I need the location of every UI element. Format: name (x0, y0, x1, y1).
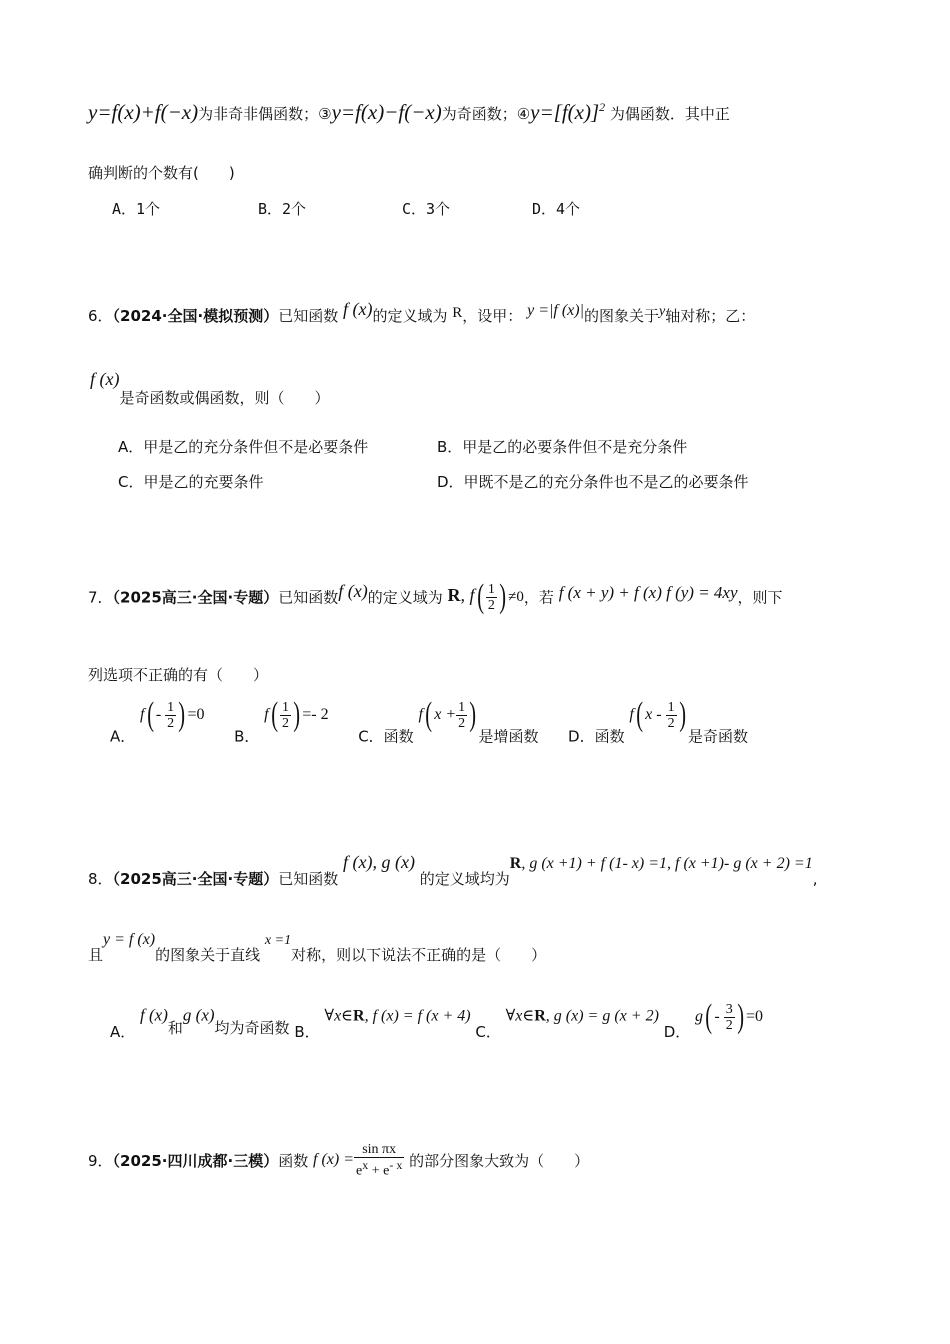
q8-option-a-fx[interactable]: f (x) (140, 1005, 168, 1025)
q7-option-d-formula[interactable]: f( x - $\frac{1}{2}$ ) (629, 696, 686, 733)
q7-option-b-label[interactable]: B． (234, 727, 260, 746)
q6-option-a[interactable]: A．甲是乙的充分条件但不是必要条件 (118, 438, 369, 456)
q7-option-a-label[interactable]: A． (110, 727, 136, 746)
q5-formula-2: y=f(x)+f(−x) (88, 100, 199, 124)
q5-formula-3: y=f(x)−f(−x) (331, 100, 442, 124)
q6-text-a: 已知函数 (278, 307, 339, 325)
q7-number: 7． (88, 588, 113, 607)
q7-text-b: 的定义域为 (367, 588, 443, 607)
q6-fx: f (x) (343, 299, 373, 319)
q5-option-c[interactable]: C．3个 (402, 200, 451, 218)
q5-line2: 确判断的个数有( ) (88, 164, 235, 182)
q7-source: （2025高三·全国·专题） (112, 588, 279, 607)
q8-fg: f (x), g (x) (343, 852, 415, 872)
q8-text-a: 已知函数 (278, 870, 339, 888)
q8-conditions: R, g (x +1) + f (1- x) =1, f (x +1)- g (x + 2) =1 (509, 855, 813, 872)
q6-option-b[interactable]: B．甲是乙的必要条件但不是充分条件 (437, 438, 688, 456)
q6-fx-2: f (x) (90, 369, 120, 389)
q8-number: 8． (88, 870, 113, 888)
q7-equation: f (x + y) + f (x) f (y) = 4xy (558, 583, 738, 602)
q8-line1: 8．（2025高三·全国·专题）已知函数 f (x), g (x) 的定义域均为R, g (x +1) + f (1- x) =1, f (x +1)- g (x + 2) =1, (88, 852, 818, 888)
q8-option-b-formula[interactable]: ∀x∈R, f (x) = f (x + 4) (324, 1007, 471, 1025)
q5-text-b: 为奇函数；④ (441, 105, 531, 123)
q6-text-d: 的图象关于 (584, 307, 660, 325)
q5-formula-4: $y=[f(x)]^2$ (530, 100, 606, 124)
q8-option-a-tail: 均为奇函数 (214, 1018, 290, 1037)
q7-option-b-formula[interactable]: f( $\frac{1}{2}$ ) =- 2 (264, 696, 329, 733)
q8-option-d-label[interactable]: D． (663, 1022, 691, 1041)
q6-option-c[interactable]: C．甲是乙的充要条件 (118, 473, 264, 491)
q7-option-c-label[interactable]: C．函数 (358, 727, 414, 746)
q6-abs-fx: y =|f (x)| (527, 302, 584, 319)
q6-domain: R (452, 305, 463, 321)
q7-condition-half: R, f( $\frac{1}{2}$ ) ≠0 (447, 578, 524, 615)
q6-text-b: 的定义域为 (372, 307, 448, 325)
q8-line2-c: 对称，则以下说法不正确的是（ ） (291, 946, 547, 964)
q7-option-d-tail: 是奇函数 (687, 727, 748, 746)
q6-line2-text: 是奇函数或偶函数，则（ ） (119, 389, 330, 407)
q8-option-d-formula[interactable]: g( - $\frac{3}{2}$ ) =0 (695, 998, 764, 1035)
q7-option-c-formula[interactable]: f( x + $\frac{1}{2}$ ) (418, 696, 477, 733)
q6-option-d[interactable]: D．甲既不是乙的充分条件也不是乙的必要条件 (437, 473, 749, 491)
q5-option-b[interactable]: B．2个 (258, 200, 307, 218)
q7-line1 (88, 580, 783, 614)
q8-line2-b: 的图象关于直线 (155, 946, 261, 964)
q7-option-c-tail: 是增函数 (478, 727, 539, 746)
q7-text-d: ，则下 (737, 588, 783, 607)
q8-line2-a: 且 (88, 946, 104, 964)
q9-source: （2025·四川成都·三模） (112, 1151, 279, 1170)
q6-axis-var: y (659, 304, 666, 319)
q7-fx: f (x) (338, 580, 368, 601)
q8-options (110, 998, 764, 1041)
q9-function: f (x) = $\frac{\text{sin πx}}{ex + e- x}$ (313, 1142, 403, 1179)
q7-option-a-formula[interactable]: f( - $\frac{1}{2}$ ) =0 (140, 696, 205, 733)
q5-text-a: 为非奇非偶函数；③ (198, 105, 332, 123)
q6-line1 (88, 299, 756, 326)
q9-text-b: 的部分图象大致为（ ） (409, 1151, 590, 1170)
q9-line1 (88, 1142, 589, 1179)
q8-source: （2025高三·全国·专题） (112, 870, 279, 888)
q9-text-a: 函数 (278, 1151, 309, 1170)
q5-option-d[interactable]: D．4个 (532, 200, 581, 218)
q7-line2: 列选项不正确的有（ ） (88, 666, 269, 684)
q8-x-eq-1: x =1 (264, 933, 292, 948)
q8-option-a-mid: 和 (167, 1018, 183, 1037)
q7-text-c: ，若 (523, 588, 554, 607)
q6-line2 (90, 369, 330, 407)
q6-text-c: ，设甲： (462, 307, 523, 325)
q5-text-c: 为偶函数．其中正 (609, 105, 730, 123)
q7-option-d-label[interactable]: D．函数 (568, 727, 625, 746)
q8-option-a-label[interactable]: A． (110, 1022, 136, 1041)
q8-line2 (88, 928, 547, 964)
q8-option-b-label[interactable]: B． (294, 1022, 320, 1041)
q8-y-fx: y = f (x) (103, 931, 156, 948)
q6-text-e: 轴对称；乙： (665, 307, 756, 325)
q8-option-c-label[interactable]: C． (475, 1022, 501, 1041)
q5-line1 (88, 100, 730, 125)
q7-text-a: 已知函数 (278, 588, 339, 607)
q6-number: 6． (88, 307, 113, 325)
q9-number: 9． (88, 1151, 113, 1170)
q5-option-a[interactable]: A．1个 (112, 200, 161, 218)
q6-source: （2024·全国·模拟预测） (112, 307, 279, 325)
q7-options (110, 698, 748, 747)
q8-option-a-gx[interactable]: g (x) (182, 1005, 215, 1025)
q8-text-b: 的定义域均为 (419, 870, 510, 888)
q8-option-c-formula[interactable]: ∀x∈R, g (x) = g (x + 2) (505, 1007, 659, 1025)
